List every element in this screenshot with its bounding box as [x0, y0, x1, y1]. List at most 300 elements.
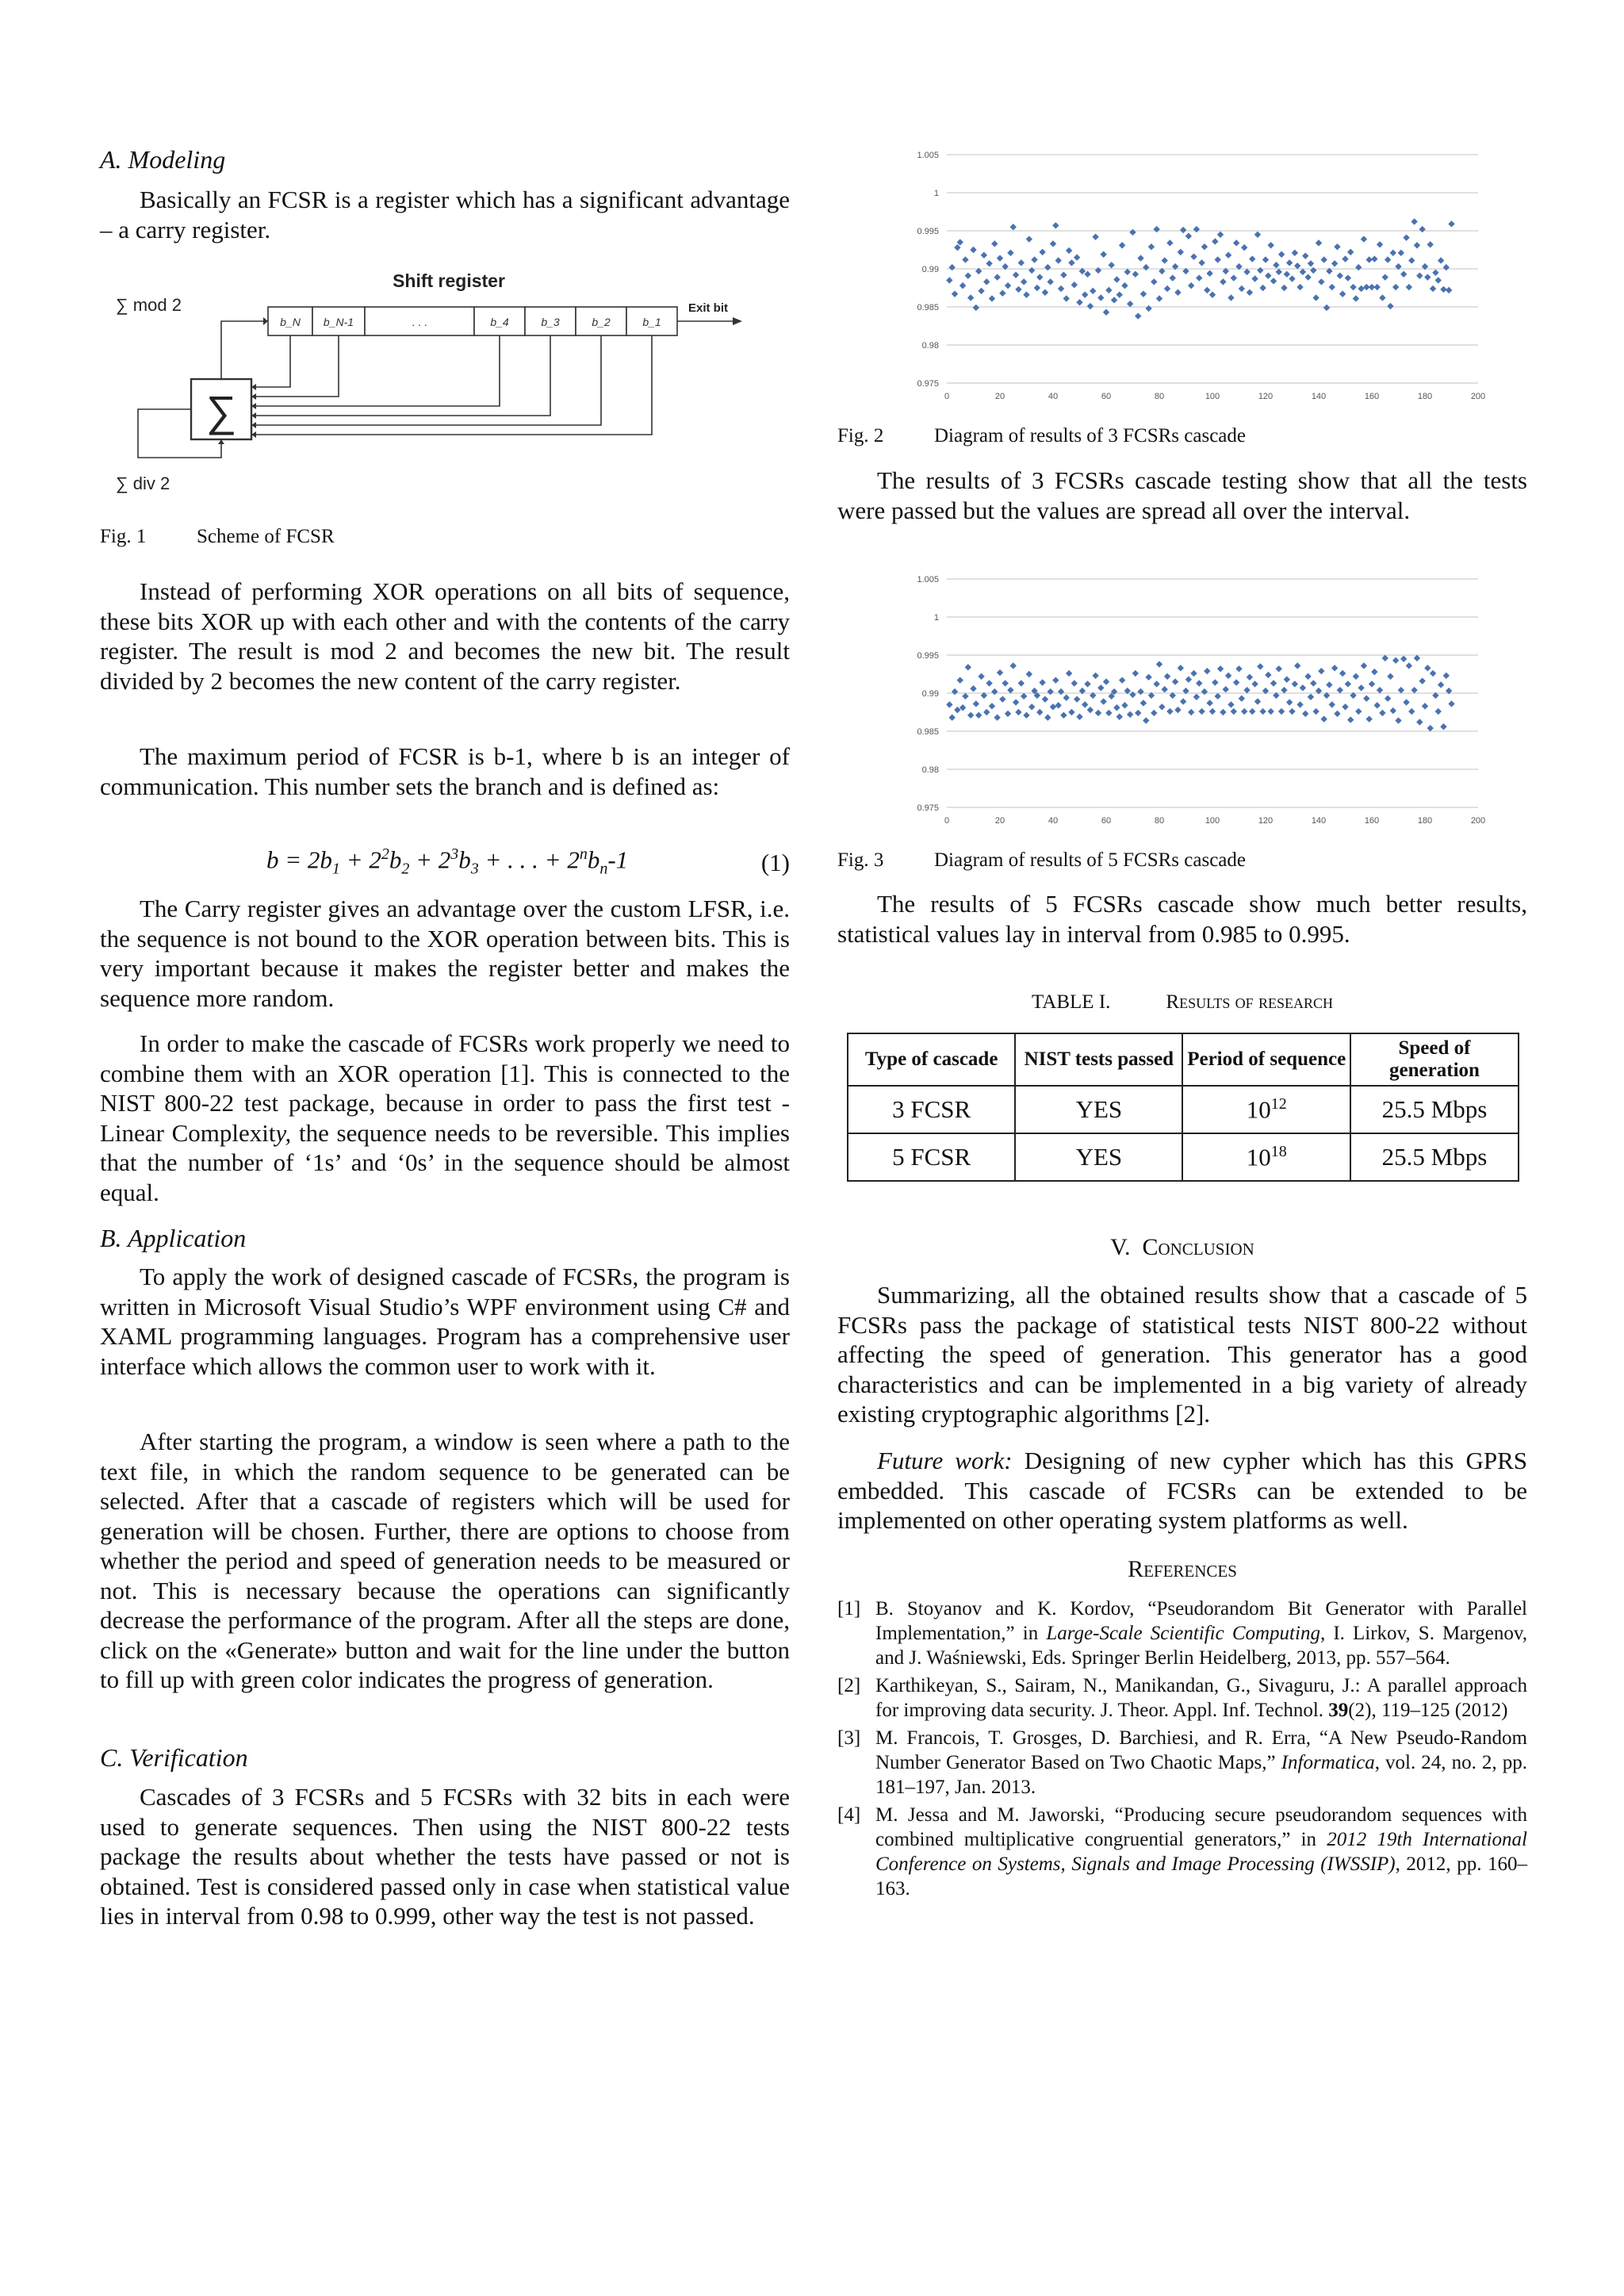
- data-point: [1193, 694, 1200, 700]
- data-point: [1143, 264, 1149, 270]
- data-point: [1174, 707, 1181, 713]
- data-point: [1257, 663, 1263, 669]
- text-run-italic: y,: [275, 1118, 292, 1147]
- data-point: [1050, 703, 1056, 710]
- data-point: [1414, 655, 1420, 661]
- equation-1: $b = 2b_1 + 2^2b_2 + 2^3b_3$ + . . . + $2^nb_n-1$: [266, 845, 629, 878]
- data-point: [1127, 301, 1133, 307]
- section-title: Conclusion: [1142, 1234, 1254, 1260]
- section-v-heading: [837, 1234, 1527, 1261]
- data-point: [1379, 710, 1385, 716]
- data-point: [1058, 286, 1064, 292]
- reference-item: [837, 1596, 1527, 1670]
- data-point: [1239, 696, 1245, 702]
- reference-number: [2]: [837, 1675, 861, 1696]
- data-point: [989, 295, 995, 301]
- reference-item: [837, 1803, 1527, 1901]
- data-point: [1180, 227, 1186, 233]
- text-run: M. Jessa and M. Jaworski, “Producing secure pseudorandom sequences with combined multiplicative congruential generators,” in: [875, 1804, 1527, 1850]
- data-point: [1321, 256, 1327, 263]
- paragraph-application: To apply the work of designed cascade of FCSRs, the program is written in Microsoft Visual Studio’s WPF environment using C# and XAML programming languages. Program has a comprehensive user interface which allows the common user to work with it.: [100, 1263, 790, 1380]
- data-point: [1382, 274, 1388, 280]
- data-point: [1371, 255, 1377, 262]
- data-point: [1365, 256, 1372, 263]
- x-tick-label: 40: [1048, 392, 1059, 401]
- data-point: [1251, 680, 1258, 687]
- y-tick-label: 0.99: [921, 689, 939, 699]
- data-point: [1403, 234, 1409, 240]
- data-point: [1151, 278, 1157, 285]
- data-point: [1100, 698, 1106, 704]
- reference-number: [4]: [837, 1804, 861, 1826]
- data-point: [1345, 680, 1351, 687]
- data-point: [1100, 251, 1106, 258]
- data-point: [1278, 708, 1285, 715]
- data-point: [1422, 703, 1428, 709]
- data-point: [1063, 695, 1070, 701]
- data-point: [1302, 252, 1308, 259]
- data-point: [1304, 274, 1311, 280]
- cell-label: b_1: [642, 316, 661, 328]
- data-point: [1406, 284, 1412, 290]
- data-point: [1162, 686, 1168, 692]
- data-point: [965, 664, 971, 670]
- data-point: [1400, 656, 1407, 662]
- data-point: [1188, 282, 1194, 289]
- shift-register-label: Shift register: [393, 274, 505, 291]
- data-point: [1159, 703, 1165, 710]
- data-point: [1438, 257, 1444, 263]
- paragraph-3fcsr-results: The results of 3 FCSRs cascade testing show that all the tests were passed but the values are spread all over the interval.: [837, 466, 1527, 524]
- data-point: [986, 260, 992, 266]
- x-tick-label: 200: [1470, 816, 1486, 826]
- data-point: [997, 255, 1003, 261]
- data-point: [1215, 693, 1221, 700]
- data-point: [1071, 282, 1078, 288]
- y-tick-label: 0.995: [917, 227, 939, 236]
- cell-label: . . .: [412, 316, 427, 328]
- data-point: [1430, 286, 1436, 292]
- data-point: [1326, 681, 1332, 688]
- data-point: [1060, 712, 1067, 719]
- x-tick-label: 160: [1364, 392, 1380, 401]
- data-point: [1066, 247, 1072, 254]
- table-header-row: [848, 1033, 1519, 1086]
- data-point: [1231, 708, 1237, 715]
- data-point: [991, 240, 998, 247]
- data-point: [1178, 665, 1184, 671]
- x-tick-label: 80: [1154, 816, 1165, 826]
- data-point: [1007, 687, 1013, 693]
- paragraph-period: The maximum period of FCSR is b-1, where b is an integer of communication. This number sets the branch and is defined as:: [100, 742, 790, 800]
- data-point: [1270, 278, 1277, 284]
- data-point: [1337, 272, 1343, 278]
- equation-number: (1): [760, 849, 790, 876]
- data-point: [1010, 662, 1017, 669]
- data-point: [1153, 680, 1159, 687]
- data-point: [1345, 274, 1351, 281]
- data-point: [970, 247, 976, 253]
- data-point: [1206, 270, 1212, 277]
- data-point: [946, 701, 952, 707]
- table-number: TABLE I.: [1032, 991, 1111, 1013]
- data-point: [1185, 677, 1192, 683]
- data-point: [1308, 694, 1314, 700]
- cell-label: b_2: [592, 316, 611, 328]
- text-run-italic: 2012 19th International Conference on Systems, Signals and Image Processing (IWSSIP): [875, 1829, 1527, 1875]
- data-point: [1156, 661, 1162, 667]
- data-point: [1400, 271, 1407, 278]
- data-point: [1289, 275, 1295, 282]
- data-point: [1005, 711, 1011, 717]
- x-tick-label: 80: [1154, 392, 1165, 401]
- period-base: 10: [1246, 1143, 1271, 1171]
- data-point: [1297, 701, 1303, 707]
- data-point: [1385, 696, 1391, 702]
- y-tick-label: 1: [933, 189, 939, 198]
- data-point: [1212, 238, 1218, 244]
- reference-number: [1]: [837, 1598, 861, 1619]
- y-tick-label: 0.985: [917, 727, 939, 737]
- data-point: [1411, 218, 1417, 224]
- references-heading: References: [1128, 1556, 1237, 1582]
- data-point: [1427, 241, 1434, 247]
- data-point: [1178, 249, 1184, 255]
- data-point: [1304, 673, 1311, 680]
- data-point: [1251, 275, 1258, 282]
- data-point: [1026, 671, 1032, 677]
- x-tick-label: 40: [1048, 816, 1059, 826]
- data-point: [1382, 655, 1388, 661]
- data-point: [1440, 723, 1446, 730]
- x-tick-label: 20: [994, 392, 1005, 401]
- data-point: [1180, 698, 1186, 704]
- data-point: [1297, 284, 1303, 290]
- x-tick-label: 120: [1258, 816, 1274, 826]
- table-row: [848, 1086, 1519, 1133]
- data-point: [1448, 220, 1454, 227]
- data-point: [1318, 278, 1324, 285]
- data-point: [1047, 278, 1053, 285]
- reference-item: [837, 1726, 1527, 1800]
- data-point: [1339, 670, 1346, 677]
- exit-bit-label: Exit bit: [688, 301, 729, 315]
- text-run: - Linear Complexit: [100, 1089, 790, 1147]
- data-point: [1145, 305, 1151, 312]
- data-point: [1212, 679, 1218, 685]
- data-point: [1013, 271, 1019, 278]
- data-point: [1342, 255, 1348, 262]
- data-point: [1281, 687, 1287, 693]
- data-point: [1164, 286, 1170, 292]
- text-run: Designing of new cypher which has this GPRS embedded. This cascade of FCSRs can be extended to be implemented on other operating system platforms as well.: [837, 1447, 1528, 1534]
- data-point: [1010, 224, 1017, 230]
- data-point: [965, 272, 971, 278]
- data-point: [1143, 717, 1149, 723]
- data-point: [1047, 688, 1053, 695]
- data-point: [1018, 259, 1025, 266]
- data-point: [1132, 670, 1139, 677]
- data-point: [1052, 222, 1059, 228]
- y-tick-label: 0.975: [917, 803, 939, 813]
- data-point: [1060, 271, 1067, 278]
- data-point: [1398, 250, 1404, 256]
- data-point: [1121, 702, 1128, 708]
- data-point: [1228, 294, 1234, 301]
- data-point: [991, 688, 998, 695]
- data-point: [1294, 662, 1300, 669]
- data-point: [1241, 244, 1247, 251]
- data-point: [1090, 288, 1096, 294]
- results-table: [847, 1033, 1519, 1182]
- data-point: [1355, 708, 1362, 715]
- table-cell: 25.5 Mbps: [1350, 1086, 1519, 1133]
- data-point: [1188, 709, 1194, 715]
- table-cell: [1182, 1133, 1350, 1181]
- data-point: [1385, 256, 1391, 263]
- data-point: [1174, 289, 1181, 296]
- y-tick-label: 1.005: [917, 575, 939, 585]
- data-point: [994, 274, 1000, 280]
- data-point: [967, 294, 974, 301]
- sigma-icon: ∑: [205, 388, 237, 435]
- y-tick-label: 0.98: [921, 765, 939, 775]
- data-point: [1292, 680, 1298, 687]
- x-tick-label: 60: [1101, 816, 1112, 826]
- text-run: Karthikeyan, S., Sairam, N., Manikandan, G., Sivaguru, J.: A parallel approach for improving data security. J. Theor. Appl. Inf. Technol.: [875, 1675, 1527, 1721]
- data-point: [1097, 294, 1104, 301]
- future-work-lead: Future work:: [877, 1447, 1013, 1474]
- data-point: [1220, 278, 1226, 285]
- data-point: [962, 693, 968, 700]
- data-point: [1209, 708, 1216, 715]
- table-header-cell: Period of sequence: [1182, 1033, 1350, 1086]
- data-point: [1231, 274, 1237, 281]
- data-point: [1265, 672, 1271, 678]
- sum-div2-label: ∑ div 2: [116, 473, 170, 493]
- text-run-bold: 39: [1328, 1700, 1349, 1721]
- figure-number: Fig. 1: [100, 526, 147, 547]
- data-point: [970, 685, 976, 692]
- cell-label: b_3: [541, 316, 560, 328]
- data-point: [1204, 668, 1210, 674]
- data-point: [1095, 710, 1101, 716]
- y-tick-label: 1: [933, 613, 939, 623]
- data-point: [1087, 707, 1094, 713]
- data-point: [1371, 669, 1377, 675]
- data-point: [973, 305, 979, 311]
- data-point: [1042, 289, 1048, 296]
- data-point: [1339, 290, 1346, 297]
- data-point: [1377, 241, 1383, 247]
- x-tick-label: 200: [1470, 392, 1486, 401]
- data-point: [1140, 290, 1147, 297]
- data-point: [1347, 716, 1354, 723]
- data-point: [1129, 229, 1136, 236]
- data-point: [1308, 260, 1314, 266]
- data-point: [1092, 233, 1098, 240]
- data-point: [1023, 291, 1029, 297]
- data-point: [1223, 686, 1229, 692]
- data-point: [983, 709, 990, 715]
- y-tick-label: 0.99: [921, 265, 939, 274]
- table-cell: YES: [1015, 1086, 1182, 1133]
- figure-number: Fig. 3: [837, 849, 884, 871]
- y-tick-label: 0.985: [917, 303, 939, 312]
- data-point: [1217, 665, 1224, 672]
- data-point: [1310, 267, 1316, 274]
- figure-number: Fig. 2: [837, 425, 884, 447]
- data-point: [1302, 711, 1308, 717]
- data-point: [1430, 670, 1436, 677]
- data-point: [1329, 701, 1335, 707]
- data-point: [1092, 673, 1098, 679]
- data-point: [949, 264, 956, 270]
- data-point: [1361, 236, 1367, 242]
- data-point: [1312, 708, 1319, 715]
- section-b-heading: B. Application: [100, 1224, 247, 1252]
- data-point: [1129, 692, 1136, 698]
- data-point: [1355, 264, 1362, 270]
- data-point: [1058, 688, 1064, 695]
- data-point: [1403, 699, 1409, 705]
- data-point: [1262, 256, 1269, 263]
- data-point: [1206, 700, 1212, 706]
- figure-2-caption: [837, 425, 1246, 447]
- data-point: [1148, 243, 1155, 250]
- data-point: [1278, 251, 1285, 258]
- data-point: [1028, 703, 1035, 710]
- data-point: [1247, 289, 1253, 296]
- data-point: [1018, 680, 1025, 686]
- data-point: [981, 252, 987, 259]
- paragraph-program: After starting the program, a window is seen where a path to the text file, in which the random sequence to be generated can be selected. After that a cascade of registers which will be used for generation will be chosen. Further, there are options to choose from whether the period and speed of generation needs to be measured or not. This is necessary because the operations can significantly decrease the performance of the program. After all the steps are done, click on the «Generate» button and wait for the line under the button to fill up with green color indicates the progress of generation.: [100, 1428, 790, 1693]
- data-point: [1039, 679, 1045, 685]
- data-point: [1249, 255, 1255, 262]
- data-point: [949, 715, 956, 721]
- table-cell: 25.5 Mbps: [1350, 1133, 1519, 1181]
- section-number: V.: [1110, 1234, 1131, 1260]
- data-point: [1007, 250, 1013, 256]
- section-a-heading: A. Modeling: [100, 145, 226, 174]
- text-run: , 2012, pp. 160–163.: [875, 1853, 1528, 1899]
- data-point: [1066, 670, 1072, 677]
- data-point: [1137, 255, 1143, 261]
- data-point: [1390, 707, 1396, 714]
- data-point: [1294, 263, 1300, 269]
- text-run: B. Stoyanov and K. Kordov, “Pseudorandom Bit Generator with Parallel Implementation,” in: [875, 1598, 1527, 1644]
- period-base: 10: [1246, 1095, 1271, 1124]
- data-point: [1446, 287, 1452, 293]
- reference-number: [3]: [837, 1727, 861, 1749]
- data-point: [1284, 271, 1290, 278]
- x-tick-label: 0: [944, 392, 950, 401]
- data-point: [1013, 699, 1019, 705]
- paragraph-xor: Instead of performing XOR operations on all bits of sequence, these bits XOR up with each other and with the contents of the carry register. The result is mod 2 and becomes the new bit. The result divided by 2 becomes the new content of the carry register.: [100, 577, 790, 695]
- text-run: , I. Lirkov, S. Margenov, and J. Waśniewski, Eds. Springer Berlin Heidelberg, 2013, pp. 557–564.: [875, 1623, 1527, 1669]
- y-tick-label: 0.995: [917, 651, 939, 661]
- data-point: [1331, 665, 1338, 671]
- table-header-cell: NIST tests passed: [1015, 1033, 1182, 1086]
- data-point: [1310, 680, 1316, 686]
- data-point: [1002, 680, 1009, 686]
- data-point: [1055, 702, 1062, 708]
- y-tick-label: 0.975: [917, 379, 939, 389]
- data-point: [1273, 262, 1279, 268]
- data-point: [1369, 680, 1375, 687]
- text-run: (2), 119–125 (2012): [1348, 1700, 1508, 1721]
- data-point: [1105, 710, 1112, 716]
- data-point: [1063, 295, 1070, 301]
- table-header-cell: Speed of generation: [1350, 1033, 1519, 1086]
- table-header-cell: Type of cascade: [848, 1033, 1015, 1086]
- data-point: [1119, 677, 1125, 683]
- data-point: [1082, 291, 1088, 297]
- data-point: [1052, 677, 1059, 683]
- data-point: [1414, 242, 1420, 248]
- x-tick-label: 140: [1311, 392, 1327, 401]
- x-tick-label: 100: [1205, 816, 1220, 826]
- data-point: [1151, 710, 1157, 716]
- data-point: [1395, 717, 1401, 723]
- data-point: [1286, 699, 1293, 705]
- data-point: [1116, 291, 1123, 297]
- data-point: [1398, 687, 1404, 693]
- data-point: [1233, 240, 1239, 246]
- data-point: [1435, 708, 1442, 715]
- data-point: [1145, 674, 1151, 680]
- data-point: [1135, 312, 1141, 319]
- data-point: [1021, 693, 1027, 700]
- data-point: [1074, 696, 1080, 702]
- paragraph-future-work: [837, 1446, 1527, 1535]
- data-point: [1225, 252, 1231, 259]
- data-point: [1074, 254, 1080, 260]
- data-point: [1443, 673, 1450, 679]
- data-point: [1353, 673, 1359, 680]
- data-point: [1050, 240, 1056, 247]
- data-point: [1323, 305, 1330, 311]
- data-point: [1015, 286, 1021, 293]
- data-point: [1087, 303, 1094, 309]
- data-point: [1084, 680, 1090, 687]
- data-point: [1021, 278, 1027, 285]
- data-point: [1318, 668, 1324, 674]
- figure-1-caption: [100, 526, 335, 548]
- data-point: [1121, 282, 1128, 289]
- data-point: [1132, 271, 1139, 278]
- data-point: [1259, 708, 1266, 715]
- data-point: [1361, 662, 1367, 669]
- data-point: [1076, 299, 1082, 305]
- data-point: [1347, 249, 1354, 255]
- data-point: [1127, 711, 1133, 718]
- data-point: [1215, 256, 1221, 263]
- data-point: [1042, 696, 1048, 702]
- cell-label: b_4: [490, 316, 509, 328]
- data-point: [1201, 688, 1208, 695]
- data-point: [1406, 662, 1412, 669]
- data-point: [1034, 285, 1040, 291]
- data-point: [1300, 269, 1306, 275]
- data-point: [1331, 260, 1338, 266]
- data-point: [1440, 286, 1446, 293]
- data-point: [1337, 687, 1343, 693]
- data-point: [1023, 712, 1029, 719]
- data-point: [952, 290, 958, 297]
- data-point: [983, 278, 990, 285]
- data-point: [1334, 243, 1340, 250]
